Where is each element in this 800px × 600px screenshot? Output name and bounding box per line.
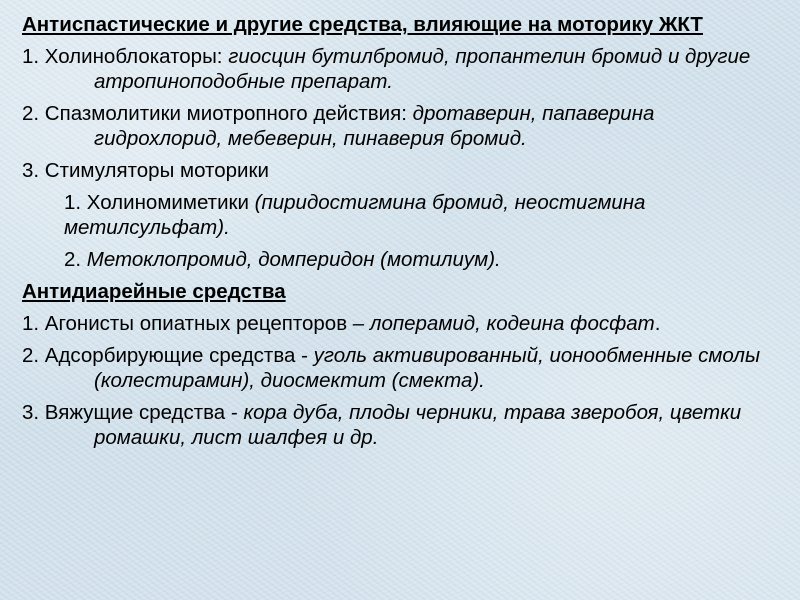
section-heading-antidiarrheal: Антидиарейные средства — [22, 280, 286, 303]
item-lead: 2. Адсорбирующие средства - — [22, 344, 314, 367]
item-lead: 1. Агонисты опиатных рецепторов – — [22, 312, 370, 335]
item-detail: Метоклопромид, домперидон (мотилиум). — [86, 248, 501, 271]
item-tail: . — [654, 312, 661, 335]
list-item-motility-stimulants — [22, 158, 782, 183]
slide-content — [22, 12, 782, 457]
item-detail: кора дуба, плоды черники, трава зверобоя, цветки ромашки, лист шалфея и др. — [94, 401, 742, 449]
list-item-anticholinergics — [22, 44, 782, 94]
list-item-astringents — [22, 400, 782, 450]
list-item-spasmolytics — [22, 101, 782, 151]
list-item-opioid-agonists — [22, 311, 782, 336]
item-lead: 1. Холиноблокаторы: — [22, 45, 229, 68]
item-lead: 1. Холиномиметики — [64, 191, 255, 214]
section-heading-antispastic: Антиспастические и другие средства, влияющие на моторику ЖКТ — [22, 13, 703, 36]
sublist-item-metoclopramide — [22, 247, 782, 272]
item-lead: 3. Вяжущие средства - — [22, 401, 244, 424]
item-detail: гиосцин бутилбромид, пропантелин бромид и другие атропиноподобные препарат. — [94, 45, 751, 93]
item-lead: 2. — [64, 248, 87, 271]
item-detail: (пиридостигмина бромид, неостигмина метилсульфат). — [64, 191, 646, 239]
item-detail: уголь активированный, ионообменные смолы (колестирамин), диосмектит (смекта). — [94, 344, 761, 392]
list-item-adsorbents — [22, 343, 782, 393]
item-detail: лоперамид, кодеина фосфат — [369, 312, 655, 335]
item-lead: 2. Спазмолитики миотропного действия: — [22, 102, 413, 125]
item-detail: дротаверин, папаверина гидрохлорид, мебеверин, пинаверия бромид. — [94, 102, 655, 150]
item-lead: 3. Стимуляторы моторики — [22, 159, 269, 182]
sublist-item-cholinomimetics — [22, 190, 782, 240]
